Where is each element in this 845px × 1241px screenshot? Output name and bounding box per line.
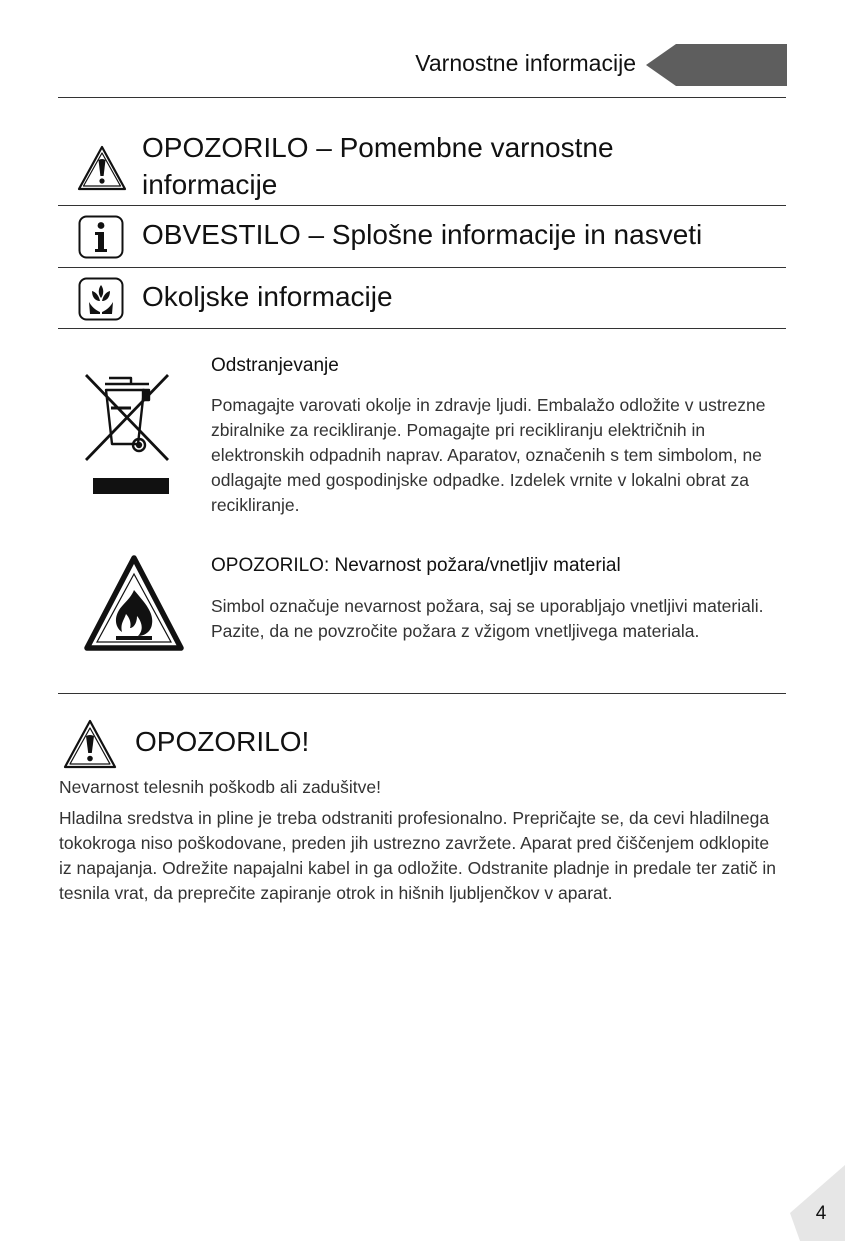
fire-warning-icon xyxy=(82,552,186,656)
legend-environment-text: Okoljske informacije xyxy=(142,281,393,312)
warning-subtitle: Nevarnost telesnih poškodb ali zadušitve! xyxy=(59,777,381,797)
divider xyxy=(58,693,786,694)
header-tab-arrow xyxy=(646,44,787,86)
divider xyxy=(58,328,786,329)
environment-icon xyxy=(78,277,124,321)
warning-icon xyxy=(62,718,118,770)
disposal-title: Odstranjevanje xyxy=(211,355,339,376)
warning-body: Hladilna sredstva in pline je treba odstraniti profesionalno. Prepričajte se, da cevi hladilnega tokokroga niso poškodovane, preden jih ustrezno zavržete. Aparat pred čiščenjem odklopite iz napajanja. Odrežite napajalni kabel in ga odložite. Odstranite pladnje in predale ter zatič in tesnila vrat, da preprečite zapiranje otrok in hišnih ljubljenčkov v aparat. xyxy=(59,808,776,903)
weee-bin-icon xyxy=(83,372,173,497)
warning-title: OPOZORILO! xyxy=(135,726,310,757)
info-icon xyxy=(78,215,124,259)
divider xyxy=(58,205,786,206)
page-header-title: Varnostne informacije xyxy=(415,50,636,76)
disposal-body: Pomagajte varovati okolje in zdravje ljudi. Embalažo odložite v ustrezne zbiralnike za recikliranje. Pomagajte pri recikliranju električnih in elektronskih odpadnih naprav. Aparatov, označenih s tem simbolom, ne odlagajte med gospodinjske odpadke. Izdelek vrnite v lokalni obrat za recikliranje. xyxy=(211,395,766,515)
legend-warning-text: OPOZORILO – Pomembne varnostne informacije xyxy=(142,132,614,200)
divider xyxy=(58,97,786,98)
legend-info-text: OBVESTILO – Splošne informacije in nasveti xyxy=(142,219,703,250)
warning-icon xyxy=(76,144,128,192)
fire-warning-title: OPOZORILO: Nevarnost požara/vnetljiv material xyxy=(211,555,621,576)
fire-warning-body: Simbol označuje nevarnost požara, saj se uporabljajo vnetljivi materiali. Pazite, da ne povzročite požara z vžigom vnetljivega materiala. xyxy=(211,596,764,641)
divider xyxy=(58,267,786,268)
page-number: 4 xyxy=(815,1203,827,1224)
